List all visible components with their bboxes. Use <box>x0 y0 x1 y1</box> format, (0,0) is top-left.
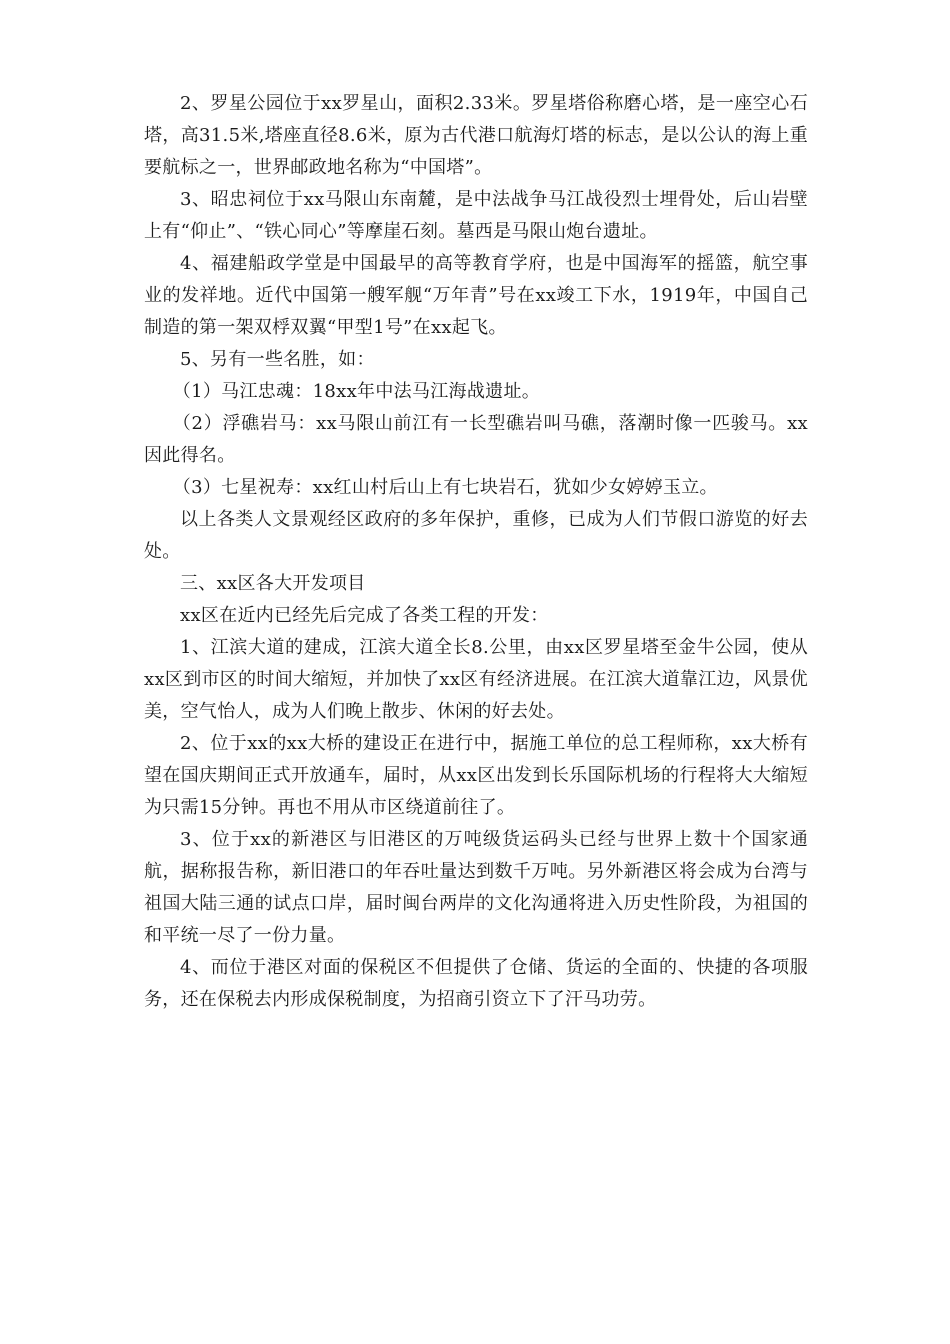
list-item-qixing: （3）七星祝寿：xx红山村后山上有七块岩石，犹如少女婷婷玉立。 <box>172 477 718 498</box>
paragraph-port: 3、位于xx的新港区与旧港区的万吨级货运码头已经与世界上数十个国家通航，据称报告称，新旧港口的年吞吐量达到数千万吨。另外新港区将会成为台湾与祖国大陆三通的试点口岸，届时闽台两岸的文化沟通将进入历史性阶段，为祖国的和平统一尽了一份力量。 <box>144 829 808 946</box>
list-item-fujiao: （2）浮礁岩马：xx马限山前江有一长型礁岩叫马礁，落潮时像一匹骏马。xx因此得名。 <box>144 413 808 466</box>
paragraph-summary: 以上各类人文景观经区政府的多年保护，重修，已成为人们节假口游览的好去处。 <box>144 509 808 562</box>
paragraph-jiangbin-avenue: 1、江滨大道的建成，江滨大道全长8.公里，由xx区罗星塔至金牛公园，使从xx区到市区的时间大缩短，并加快了xx区有经济进展。在江滨大道靠江边，风景优美，空气怡人，成为人们晚上散步、休闲的好去处。 <box>144 637 809 722</box>
document-body <box>144 88 808 1016</box>
paragraph-zhaozhong-temple: 3、昭忠祠位于xx马限山东南麓，是中法战争马江战役烈士埋骨处，后山岩壁上有“仰止”、“铁心同心”等摩崖石刻。墓西是马限山炮台遗址。 <box>144 189 808 242</box>
paragraph-other-sights: 5、另有一些名胜，如： <box>180 349 375 370</box>
paragraph-bridge: 2、位于xx的xx大桥的建设正在进行中，据施工单位的总工程师称，xx大桥有望在国庆期间正式开放通车，届时，从xx区出发到长乐国际机场的行程将大大缩短为只需15分钟。再也不用从市区绕道前往了。 <box>144 733 808 818</box>
paragraph-bonded-zone: 4、而位于港区对面的保税区不但提供了仓储、货运的全面的、快捷的各项服务，还在保税去内形成保税制度，为招商引资立下了汗马功劳。 <box>144 957 808 1010</box>
paragraph-projects-intro: xx区在近内已经先后完成了各类工程的开发： <box>180 605 549 626</box>
paragraph-luoxing-park: 2、罗星公园位于xx罗星山，面积2.33米。罗星塔俗称磨心塔，是一座空心石塔，高31.5米,塔座直径8.6米，原为古代港口航海灯塔的标志，是以公认的海上重要航标之一，世界邮政地名称为“中国塔”。 <box>144 93 808 178</box>
list-item-majiang: （1）马江忠魂：18xx年中法马江海战遗址。 <box>172 381 541 402</box>
section-heading-projects: 三、xx区各大开发项目 <box>180 573 366 594</box>
paragraph-fujian-navy-school: 4、福建船政学堂是中国最早的高等教育学府，也是中国海军的摇篮，航空事业的发祥地。近代中国第一艘军舰“万年青”号在xx竣工下水，1919年，中国自己制造的第一架双桴双翼“甲型1号”在xx起飞。 <box>144 253 808 338</box>
